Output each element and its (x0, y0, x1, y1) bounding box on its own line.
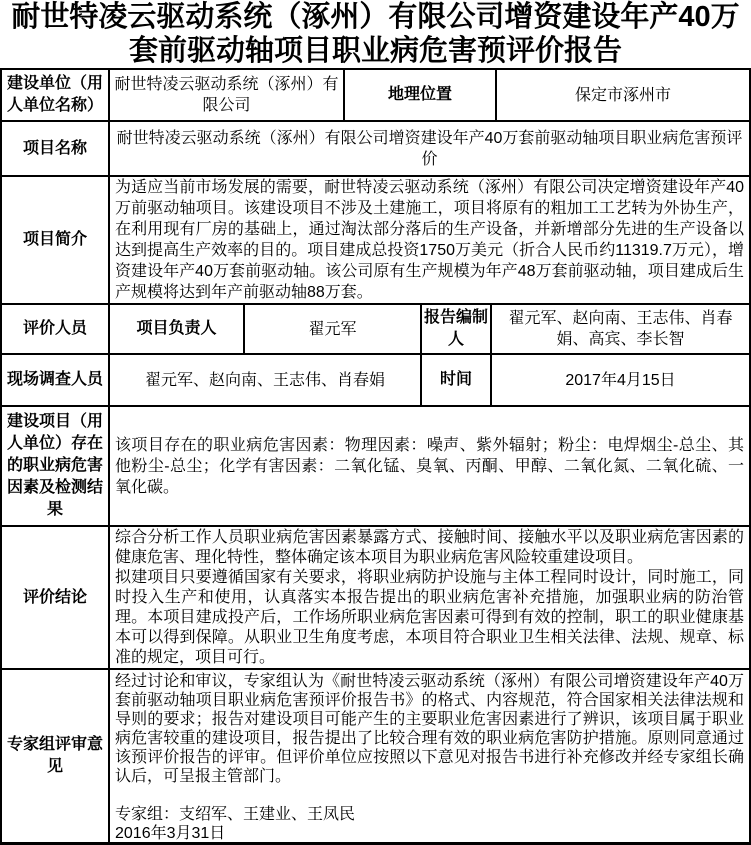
project-intro-paragraph: 为适应当前市场发展的需要，耐世特凌云驱动系统（涿州）有限公司决定增资建设年产40万前驱动轴项目。该建设项目不涉及土建施工，项目将原有的粗加工工艺转为外协生产，在利用现有厂房的基础上，通过淘汰部分落后的生产设备，并新增部分先进的生产设备以达到提高生产效率的目的。项目建成总投资1750万美元（折合人民币约11319.7万元），增资建设年产40万套前驱动轴。该公司原有生产规模为年产48万套前驱动轴，项目建成后生产规模将达到年产前驱动轴88万套。 (115, 179, 744, 301)
expert-group-members: 专家组：支绍军、王建业、王凤民 (115, 806, 356, 823)
project-leader-label: 项目负责人 (110, 305, 245, 353)
conclusion-paragraph-1: 综合分析工作人员职业病危害因素暴露方式、接触时间、接触水平以及职业病危害因素的健康危害、理化特性，整体确定该本项目为职业病危害风险较重建设项目。 (115, 529, 744, 566)
expert-review-date: 2016年3月31日 (115, 825, 226, 842)
table-row (2, 70, 749, 122)
table-row (2, 407, 749, 527)
table-row (2, 670, 749, 845)
report-compiler-label: 报告编制人 (422, 305, 492, 353)
construction-unit-label: 建设单位（用人单位名称） (2, 70, 110, 120)
table-row (2, 122, 749, 177)
conclusion-paragraph-2: 拟建项目只要遵循国家有关要求，将职业病防护设施与主体工程同时设计，同时施工，同时投入生产和使用，认真落实本报告提出的职业病危害补充措施，加强职业病的防治管理。本项目建成投产后，工作场所职业病危害因素可得到有效的控制，职工的职业健康基本可以得到保障。从职业卫生角度考虑，本项目符合职业卫生相关法律、法规、规章、标准的规定，项目可行。 (115, 569, 744, 666)
report-table (0, 68, 751, 845)
project-intro-label: 项目简介 (2, 177, 110, 303)
site-survey-label: 现场调查人员 (2, 355, 110, 405)
project-intro-value (110, 177, 749, 303)
construction-unit-value: 耐世特凌云驱动系统（涿州）有限公司 (110, 70, 345, 120)
expert-review-paragraph: 经过讨论和审议，专家组认为《耐世特凌云驱动系统（涿州）有限公司增资建设年产40万套前驱动轴项目职业病危害预评价报告书》的格式、内容规范，符合国家相关法律法规和导则的要求；报告对建设项目可能产生的主要职业危害因素进行了辨识，该项目属于职业病危害较重的建设项目，报告提出了比较合理有效的职业病危害防护措施。原则同意通过该预评价报告的评审。但评价单位应按照以下意见对报告书进行补充修改并经专家组长确认后，可呈报主管部门。 (115, 673, 744, 785)
hazard-factors-paragraph: 该项目存在的职业病危害因素：物理因素：噪声、紫外辐射；粉尘：电焊烟尘-总尘、其他粉尘-总尘；化学有害因素：二氧化锰、臭氧、丙酮、甲醇、二氧化氮、二氧化硫、一氧化碳。 (115, 436, 744, 496)
site-survey-names: 翟元军、赵向南、王志伟、肖春娟 (110, 355, 422, 405)
table-row (2, 305, 749, 355)
conclusion-label: 评价结论 (2, 527, 110, 668)
time-value: 2017年4月15日 (565, 371, 676, 389)
project-leader-name: 翟元军 (245, 305, 422, 353)
geo-location-value: 保定市涿州市 (574, 86, 671, 104)
expert-review-label: 专家组评审意见 (2, 670, 110, 842)
table-row (2, 355, 749, 407)
project-name-label: 项目名称 (2, 122, 110, 175)
report-compiler-names: 翟元军、赵向南、王志伟、肖春娟、高宾、李长智 (508, 310, 733, 348)
geo-location-label: 地理位置 (345, 70, 497, 120)
blank-line (115, 786, 744, 805)
hazard-factors-label: 建设项目（用人单位）存在的职业病危害因素及检测结果 (2, 407, 110, 525)
project-name-value: 耐世特凌云驱动系统（涿州）有限公司增资建设年产40万套前驱动轴项目职业病危害预评价 (116, 129, 743, 168)
evaluation-staff-label: 评价人员 (2, 305, 110, 353)
hazard-factors-value (110, 407, 749, 525)
conclusion-value (110, 527, 749, 668)
table-row (2, 177, 749, 305)
page-title: 耐世特凌云驱动系统（涿州）有限公司增资建设年产40万套前驱动轴项目职业病危害预评价报告 (11, 1, 740, 67)
expert-review-value (110, 670, 749, 842)
table-row (2, 527, 749, 670)
time-label: 时间 (422, 355, 492, 405)
